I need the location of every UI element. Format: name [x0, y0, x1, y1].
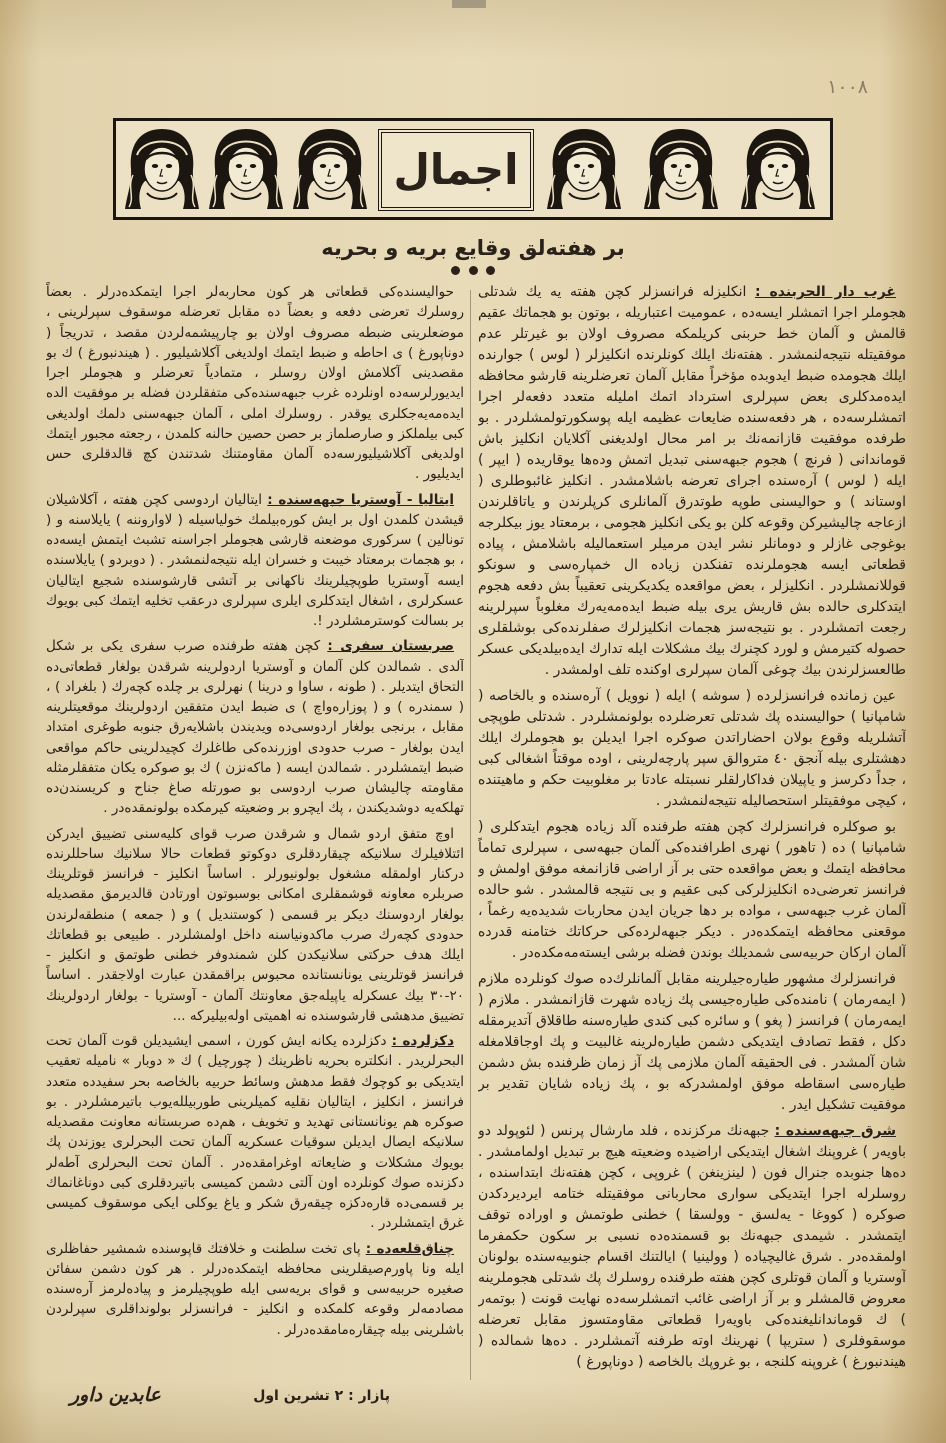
ornament-dot	[451, 266, 460, 275]
paragraph-text: ایتالیان اردوسی كچن هفته ، آكلاشیلان قیشدن كلمدن اول بر ایش كوره‌بیلمك خولیاسیله ( لاواروننه ) یایلاسنه و ( تونالین ) سركوری موضعنه قارشی هجوملر اجراسنه تشبث ایتمش ایسه‌ده ، بو هجمات برمعتاد خیبت و خسران ایله نتیجه‌لنمشدر . ( دوبردو ) یایلاسنده ایسه آوستریا طوپچیلرینك ناكهانی بر آتشی قارشوسنده شجیع ایتالیان عسكرلری ، اشغال ایتدكلری ایلری سپرلری درعقب تخلیه ایتمك كبی بویوك بر بسالت كوسترمشلردر !.	[46, 491, 464, 629]
paragraph-text: كچن هفته طرفنده صرب سفری یكی بر شكل آلدی . شمالدن كلن آلمان و آوستریا اردولرینه شرقدن بولغار قطعاتی‌ده التحاق ایتدیلر . ( طونه ، ساوا و درینا ) نهرلری بر چلده كچه‌رك ( بلغراد ) ، ( سمندره ) و ( پوزاره‌واچ ) ی ضبط ایدن متفقین اردولرینك موقعیتلرینه مقابل ، برنجی بولغار اردوسی‌ده ویدیندن باشلایه‌رق جنوبه طوغری امتداد ایدن بولغار - صرب حدودی اوزرنده‌كی طاغلرك كچیدلرینی حاكم مواقعی ضبط ایتمشلردر . شمالدن ایسه ( ماكه‌نزن ) ك بو صوكره یكان متفقلرمثله مقاومته چالیشان صرب اردوسی بو صورتله صاغ جناح و كریسندن‌ده تهلكه‌یه دوشدیكندن ، پك ایچرو بر وضعیته كیرمكده بولونمقده‌در .	[46, 638, 464, 817]
paragraph-heading: ایتالیا - آوستریا جبهه‌سنده :	[267, 491, 454, 508]
paragraph-text: انكلیزله فرانسزلر كچن هفته یه یك شدتلی هجوملر اجرا اتمشلر ایسه‌ده ، عمومیت اعتباریله ، بوتون بو هجماتك عقیم قالمش و آلمان خط حربنی كریلمكه مصروف اولان بو غیرتلر عدم موفقیتله نتیجه‌لنمشدر . هفته‌نك ایلك كونلرنده انكلیزلر ( لوس ) جوارنده ایلك هجومده ضبط ایدوبده مؤخراً مقابل آلمان تعرضلرینه قارشو محافظه ایده‌مدكلری بعض سپرلری استرداد اتمك املیله متعدد دفعه‌لر اجرا اتمشلرسه‌ده ، هر دفعه‌سنده ضایعات عظیمه ایله پوسكورتولمشلردر . بو طرفده موفقیت قازانمه‌نك بر امر محال اولدیغنی آكلایان انكلیز باش قوماندانی ( فرنچ ) هجوم جبهه‌سنی تبدیل اتمش وده‌ها یوقاریده ( ایپر ) ایله ( لوس ) آره‌سنده اجرای تعرضه باشلامشدر . انكلیز غائبوطلری ( اوستاند ) و حوالیسنی طوپه طوتدرق آلمانلری كرپلرندن و یاتاقلرندن ازعاجه چالیشیركن وقوعه كلن بو یكی انكلیز هجومی ، برمعتاد یوز بیكلرجه بوغوجی غازلر و دومانلر نشر ایدن مرمیلر استعمالیله باشلامش ، پیاده قطعاتی ایسه هجوملرنده تفنكدن زیاده ال خمپاره‌سی و سونكو قوللانمشلردر . انكلیزلر ، بعض مواقعده یكدیكرینی تعقیباً بش دفعه هجوم ایتدكلری حالده بش قاریش یری بیله ضبط ایده‌مه‌یه‌رك مغلوباً سپرلرینه رجعت اتمشلردر . بو نتیجه‌سز هجمات انكلیزلرك صفلرنده‌كی بوشلقلری حصوله كتیرمش و لورد كچنرك بیك مشكلات ایله تدارك ایده‌بیلدیكی عسكر طالعسزلرندن بیك چوغی آلمان سپرلری اوكنده تلف اولمشدر .	[478, 284, 906, 678]
column-divider	[470, 290, 471, 1380]
face-ornaments-right	[536, 125, 826, 213]
paragraph-text: دكزلرده یكانه ایش كورن ، اسمی ایشیدیلن قوت آلمان تحت البحرلریدر . انكلتره بحریه ناظرینك ( چورچیل ) ك « دوبار » نامیله تعقیب ایتدیكی بو كوچوك فقط مدهش وسائط حربیه بالخاصه بحر سفیدده متعدد فرانسز ، انكلیز ، ایتالیان نقلیه كمیلرینی طوربیلله‌یوب باتیرمشلردر . بو صوكره هم یونانستانی تهدید و تخویف ، هم‌ده صربستانه معاونت مقصدیله سلانیكه ایصال ایدیلن سوقیات عسكریه آلمان تحت البحرلری یوزندن پك بویوك مشكلات و ضایعاته اوغرامقده‌در . آلمان تحت البحرلری آطه‌لر دكزنده صوك كونلرده اون آلتی دشمن كمیسی باتیردقلری كبی دوناغانماك بر قسمی‌ده قاره‌دكزه چیقه‌رق شكر و یاغ یوكلی ایكی موسقوف كمیسی غرق ایتمشلردر .	[46, 1033, 464, 1232]
masthead-banner	[113, 118, 833, 220]
paragraph-text: حوالیسنده‌كی قطعاتی هر كون محاربه‌لر اجرا ایتمكده‌درلر . بعضاً روسلرك تعرضی دفعه و بعضاً ده مقابل تعرضله موسقوف سپرلرینی ، موضعلرینی ضبطه مصروف اولان بو چارپیشمه‌لردن مقصد ، تدریجاً ( دوناپورغ ) ی احاطه و ضبط ایتمك اولدیغی آكلاشیلیور . ( هیندنبورغ ) ك بو مقصدینی آكلامش اولان روسلر ، متمادیاً تعرضلر و هجوملر اجرا ایدیورلرسه‌ده اونلرده غرب جبهه‌سنده‌كی متفقلردن فضله بر موفقیت الده ایده‌مه‌یه‌جكلری یوقدر . روسلرك املی ، آلمان جبهه‌سنی دلمك اولدیغی كبی بیلملكز و صارصلماز بر حصن حصین حالنه كلمدن ، رجعته مجبور ایتمك اولدیغی آكلاشیلیورسه‌ده آلمان مقاومتنك شدتندن كچ قالدقلری حس ایدیلیور .	[46, 284, 464, 483]
ornament-dot	[469, 266, 478, 275]
woman-face-ornament-icon	[123, 125, 201, 213]
woman-face-ornament-icon	[642, 125, 720, 213]
paragraph-serbian-campaign	[46, 636, 464, 818]
paragraph-text: اوچ متفق اردو شمال و شرقدن صرب قوای كلیه‌سنی تضییق ایدركن ائتلافیلرك سلانیكه چیقاردقلری دوكوتو قطعات حالا سلانیك ساحللرنده دركنار اولمقله مشغول بولونیورلر . اساساً انكلیز - فرانسز قوتلرینك صربلره معاونه قوشمقلری امكانی بوسبوتون اورتادن قالدیرمق مقصدیله بولغار اردوسنك دیكر بر قسمی ( كوستندیل ) و ( جمعه ) منطقه‌لرندن حدودی كچه‌رك صرب ماكدونیاسنه داخل اولمشلردر . طبیعی بو قطعاتك ایلك هدف حركتی سلانیكدن كلن شمندوفر خطنی طوتمق و انكلیز - فرانسز قوتلرینی یونانستانده محبوس براقمقدن عبارت اولاجقدر . اساساً ٢٠-٣٠ بیك عسكرله یاپیله‌جق معاونتك آلمان - آوستریا - بولغار اردولرینك تضییق مدهشی قارشوسنده نه اهمیتی اوله‌بیلیركه ...	[46, 825, 464, 1024]
paragraph-champagne	[478, 817, 906, 964]
headline: بر هفته‌لق وقایع بریه و بحریه	[321, 236, 625, 260]
paragraph-text: پای تخت سلطنت و خلافتك قاپوسنده شمشیر حفاظلری ایله ونا پاورم‌صیقلرینی محافظه ایتمكده‌درلر . هر كون دشمن سفائن صغیره حربیه‌سی و قوای بریه‌سی ایله طوپچیلرمز و پیاده‌لرمز آره‌سنده مصادمه‌لر وقوعه كلمكده و انكلیز - فرانسزلر بولونداقلری سپرلردن باشلرینی بیله چیقاره‌مامقده‌درلر .	[46, 1240, 464, 1338]
tape-mark	[452, 0, 486, 8]
face-ornaments-left	[120, 125, 372, 213]
paragraph-text: فرانسزلرك مشهور طیاره‌جیلرینه مقابل آلمانلرك‌ده صوك كونلرده ملازم ( ایمه‌رمان ) نامنده‌كی طیاره‌جیسی پك زیاده شهرت قازانمشدر . ملازم ( ایمه‌رمان ) فرانسز ( پغو ) و سائره كبی كندی طیاره‌سنه طاقلاق آتدیرمقله دكل ، فقط تصادف ایتدیكی دشمن طیاره‌لرینه غالبیت و پك اوجاقلامغله شان آلمشدر . فی الحقیقه آلمان ملازمی پك آز زمان ظرفنده بش دشمن طیاره‌سی اسقاطه موفق اولمشدركه بو ، پك زیاده شایان تقدیر بر موفقیت تشكیل ایدر .	[478, 971, 906, 1113]
paragraph-eastern-front	[478, 1121, 906, 1373]
section-title: اجمال	[393, 145, 519, 194]
paragraph-aviator	[478, 969, 906, 1116]
paragraph-heading: غرب دار الحربنده :	[754, 284, 896, 300]
left-column	[46, 282, 464, 1378]
paragraph-western-front	[478, 282, 906, 681]
article-date: پازار : ٢ تشرین اول	[253, 1388, 390, 1404]
article-footer	[60, 1384, 460, 1414]
page-number: ١٠٠٨	[827, 76, 868, 98]
woman-face-ornament-icon	[291, 125, 369, 213]
paragraph-heading: شرق جبهه‌سنده :	[774, 1123, 896, 1139]
paragraph-heading: صربستان سفری :	[327, 638, 454, 655]
ornament-dot	[486, 266, 495, 275]
paragraph-salonica	[46, 824, 464, 1027]
paragraph-italian-front	[46, 490, 464, 632]
paragraph-text: عین زمانده فرانسزلرده ( سوشه ) ایله ( نوویل ) آره‌سنده و بالخاصه ( شامپانیا ) حوالیسنده پك شدتلی تعرضلرده بولونمشلردر . شدتلی طوپچی آتشلریله وقوع بولان احضاراتدن صوكره اجرا ایدیلن بو هجوملرك ایلك دهشتلری بیله آنجق ٤٠ متروالق سپر پارچه‌لرینی ، اوده موقتاً اشغالی كبی ، جداً دكرسز و یاپیلان فداكارلقلر نسبتله عادتا بر مغلوبیت حكم و ماهیتنده ، كیچی موفقیتلر استحصالیله نتیجه‌لنمشدر .	[478, 688, 906, 809]
paragraph-dardanelles	[46, 1239, 464, 1340]
title-box	[378, 129, 534, 211]
paragraph-seas	[46, 1031, 464, 1234]
paragraph-dvinsk	[46, 282, 464, 485]
woman-face-ornament-icon	[545, 125, 623, 213]
paragraph-text: بو صوكلره فرانسزلرك كچن هفته طرفنده آلد زیاده هجوم ایتدكلری ( شامپانیا ) ده ( تاهور ) نهری اطرافنده‌كی آلمان جبهه‌سی ، سپرلری تماماً محافظه ایتمك و بعض مواقعده حتی بر آز اراضی قازانمغه موفق اولمش و فرانسز تعرضی‌ده انكلیزلركی كبی عقیم و بی نتیجه قالمشدر . شو حالده آلمان غرب جبهه‌سی ، مواده بر دها جریان ایدن محاربات شدیده‌یه رغماً ، موقعنی محافظه ایتمكده‌در . دیكر جبهه‌لرده‌كی حركاتك ختامنه قدرده آلمان اركان حربیه‌سی شمدیلك بوندن فضله برشی ایسته‌مه‌مكده‌در .	[478, 819, 906, 961]
paragraph-text: جبهه‌نك مركزنده ، فلد مارشال پرنس ( لئوپولد دو باویه‌ر ) غروپنك اشغال ایتدیكی اراضیده وضعیته هیچ بر تبدیل اولمامشدر . ده‌ها جنوبده جنرال فون ( لینزینغن ) غروپی ، كچن هفته‌نك ابتداسنده ، روسلرله اجرا ایتدیكی سواری محاربانی موفقیتله ختامه ایردیردكدن صوكره ( كووغا - یه‌لسق - وولسقا ) خطنی طوتمش و اوراده توقف ایتمشدر . شیمدی جبهه‌نك بو قسمنده‌ده نسبی بر سكون حكمفرما اولمقده‌در . شرق غالیچیاده ( وولینیا ) ایالتنك اقسام جنوبیه‌سنده بولونان آوستریا و آلمان قوتلری كچن هفته طرفنده روسلرك پك شدتلی هجوملرینه معروض قالمشلر و بر آز اراضی غائب اتمشلرسه‌ده نهایت قونت ( بوتمه‌ر ) ك قوماندانلیغنده‌كی باویه‌را قطعاتی مقاومتسوز مقابل تعرضله موسقوفلری ( ستریپا ) نهرینك اوته طرفنه آتمشلردر . ده‌ها شمالده ( هیندنبورغ ) غروپنه كلنجه ، بو غروپك بالخاصه ( دوناپورغ )	[478, 1123, 906, 1370]
paragraph-heading: چناق‌قلعه‌ده :	[365, 1240, 454, 1257]
author-signature: عابدین داور	[70, 1384, 161, 1406]
woman-face-ornament-icon	[207, 125, 285, 213]
right-column	[478, 282, 906, 1390]
paragraph-heading: دكزلرده :	[391, 1033, 455, 1049]
paragraph-french-offensive	[478, 686, 906, 812]
three-dot-ornament	[451, 266, 495, 276]
woman-face-ornament-icon	[739, 125, 817, 213]
